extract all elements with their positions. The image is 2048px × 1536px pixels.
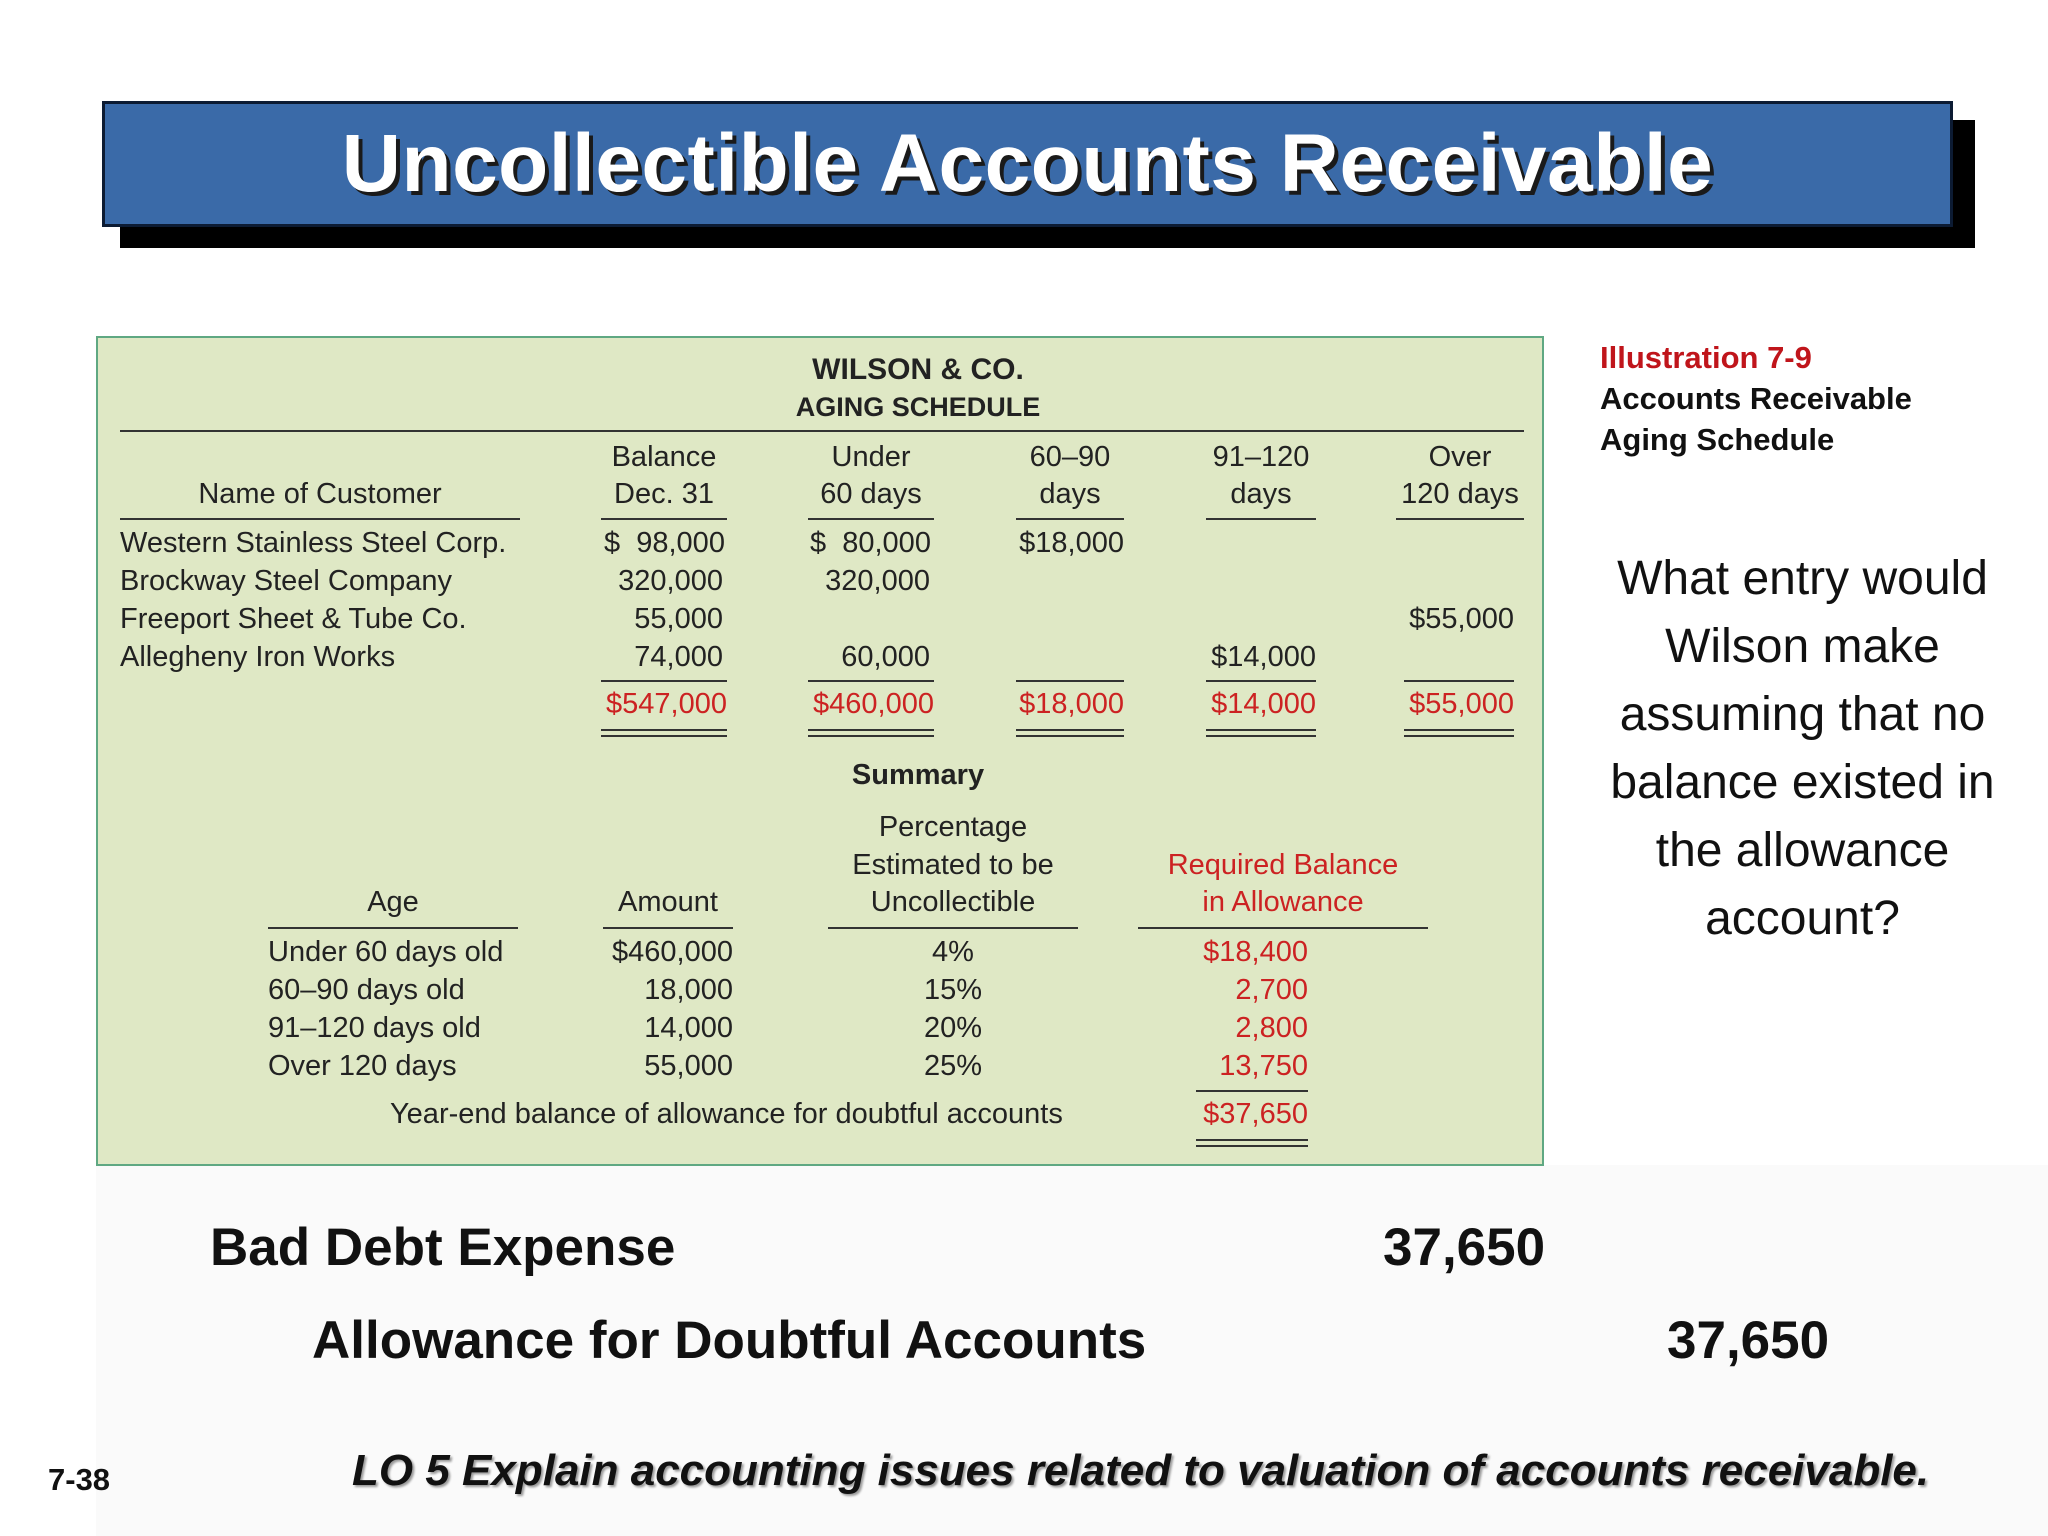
credit-account: Allowance for Doubtful Accounts [312,1311,1147,1370]
double-rule [808,729,934,731]
summary-rule-percent [828,927,1078,929]
summary-required: 2,700 [1235,974,1308,1006]
total-60-90: $18,000 [1019,688,1124,720]
summary-header-required-2: in Allowance [1202,886,1364,918]
customer-name: Freeport Sheet & Tube Co. [120,603,467,635]
slide-number: 7-38 [48,1462,111,1497]
col-rule-91-120 [1206,518,1316,520]
yearend-total: $37,650 [1203,1098,1308,1130]
summary-percent: 25% [923,1050,983,1082]
summary-rule-age [268,927,518,929]
col-header-balance-2: Dec. 31 [614,478,714,510]
double-rule [1016,729,1124,731]
col-header-under60-1: Under [831,441,911,473]
question-text: What entry would Wilson make assuming that no balance existed in the allowance account? [1610,552,1995,945]
customer-name: Brockway Steel Company [120,565,453,597]
col-rule-name [120,518,520,520]
debit-account: Bad Debt Expense [210,1218,676,1277]
customer-balance: $ 98,000 [604,527,725,559]
total-balance: $547,000 [606,688,727,720]
col-rule-under60 [808,518,934,520]
double-rule [808,735,934,737]
title-banner [102,101,1953,227]
total-rule [1206,680,1316,682]
total-rule [1016,680,1124,682]
customer-91-120: $14,000 [1211,641,1316,673]
aging-schedule-panel [96,336,1544,1166]
schedule-subtitle: AGING SCHEDULE [795,392,1041,422]
summary-rule-amount [603,927,733,929]
summary-required: 13,750 [1219,1050,1308,1082]
total-91-120: $14,000 [1211,688,1316,720]
summary-rule-required [1138,927,1428,929]
summary-age: 60–90 days old [268,974,465,1006]
col-header-over120-2: 120 days [1401,478,1519,510]
summary-age: Over 120 days [268,1050,457,1082]
illustration-title-line2: Aging Schedule [1600,422,1835,457]
summary-amount: $460,000 [612,936,733,968]
summary-required: 2,800 [1235,1012,1308,1044]
total-under60: $460,000 [813,688,934,720]
yearend-rule [1196,1090,1308,1092]
total-rule [808,680,934,682]
col-header-under60-2: 60 days [820,478,922,510]
customer-balance: 74,000 [634,641,723,673]
header-rule [120,430,1524,432]
double-rule [1196,1139,1308,1141]
col-rule-over120 [1396,518,1524,520]
col-header-name: Name of Customer [198,478,442,510]
credit-amount: 37,650 [1667,1311,1830,1370]
double-rule [601,735,727,737]
debit-amount: 37,650 [1383,1218,1546,1277]
col-header-60-90-1: 60–90 [1029,441,1111,473]
illustration-title-line1: Accounts Receivable [1600,381,1912,416]
company-name: WILSON & CO. [812,353,1024,386]
customer-over120: $55,000 [1409,603,1514,635]
col-header-60-90-2: days [1039,478,1101,510]
summary-header-age: Age [367,886,419,918]
double-rule [1206,729,1316,731]
summary-amount: 14,000 [644,1012,733,1044]
col-header-over120-1: Over [1428,441,1492,473]
total-rule [601,680,727,682]
col-rule-60-90 [1016,518,1124,520]
customer-balance: 320,000 [618,565,723,597]
summary-amount: 18,000 [644,974,733,1006]
summary-percent: 20% [923,1012,983,1044]
double-rule [1404,729,1514,731]
summary-amount: 55,000 [644,1050,733,1082]
illustration-number: Illustration 7-9 [1600,340,1812,375]
summary-age: Under 60 days old [268,936,504,968]
summary-header-amount: Amount [618,886,718,918]
summary-percent: 4% [932,936,974,968]
summary-header-percent-1: Percentage [878,811,1028,843]
customer-name: Allegheny Iron Works [120,641,396,673]
customer-under60: 60,000 [841,641,930,673]
customer-60-90: $18,000 [1019,527,1124,559]
total-rule [1404,680,1514,682]
summary-label: Summary [851,759,985,791]
summary-percent: 15% [923,974,983,1006]
slide-title: Uncollectible Accounts Receivable [341,118,1714,209]
col-header-balance-1: Balance [611,441,717,473]
double-rule [1196,1145,1308,1147]
summary-header-percent-3: Uncollectible [870,886,1036,918]
col-header-91-120-2: days [1230,478,1292,510]
double-rule [1016,735,1124,737]
double-rule [601,729,727,731]
summary-header-required-1: Required Balance [1167,849,1399,881]
double-rule [1206,735,1316,737]
col-rule-balance [601,518,727,520]
learning-objective: LO 5 Explain accounting issues related to valuation of accounts receivable. [352,1446,1930,1495]
customer-balance: 55,000 [634,603,723,635]
col-header-91-120-1: 91–120 [1212,441,1310,473]
summary-header-percent-2: Estimated to be [852,849,1054,881]
customer-under60: 320,000 [825,565,930,597]
summary-age: 91–120 days old [268,1012,481,1044]
summary-required: $18,400 [1203,936,1308,968]
total-over120: $55,000 [1409,688,1514,720]
yearend-label: Year-end balance of allowance for doubtful accounts [390,1098,1063,1130]
customer-under60: $ 80,000 [810,527,931,559]
double-rule [1404,735,1514,737]
customer-name: Western Stainless Steel Corp. [120,527,507,559]
